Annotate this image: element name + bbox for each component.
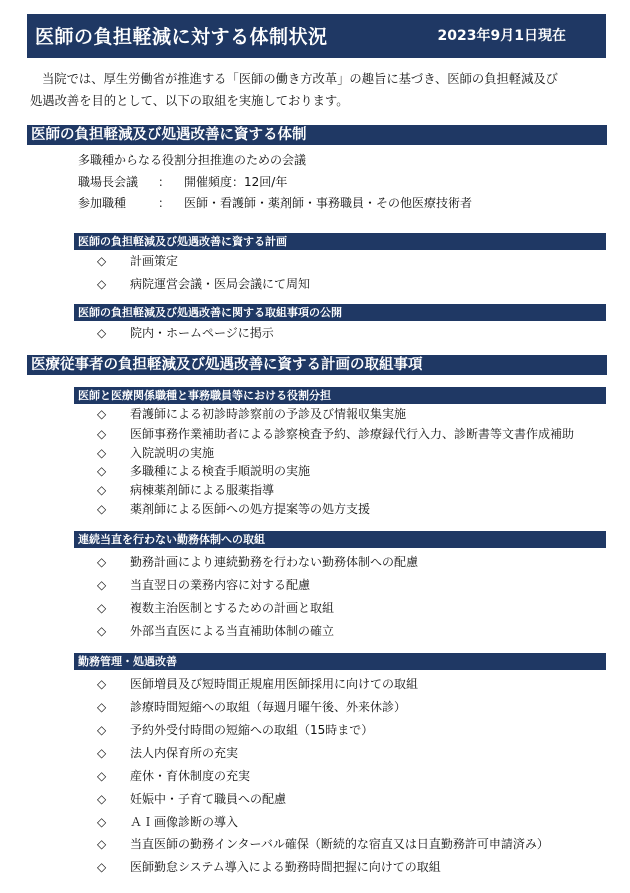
subheading-consecutive-duty: 連続当直を行わない勤務体制への取組: [74, 531, 606, 548]
members-list: 医師・看護師・薬剤師・事務職員・その他医療技術者: [184, 196, 473, 210]
meeting-colon: ：: [158, 175, 171, 189]
subheading-role-sharing: 医師と医療関係職種と事務職員等における役割分担: [74, 387, 606, 404]
list-item: ◇ ＡＩ画像診断の導入: [97, 815, 239, 829]
list-item: ◇ 看護師による初診時診察前の予診及び情報収集実施: [97, 407, 407, 421]
list-item: ◇ 薬剤師による医師への処方提案等の処方支援: [97, 502, 371, 516]
section-heading-plan-items: 医療従事者の負担軽減及び処遇改善に資する計画の取組事項: [27, 355, 607, 375]
diamond-bullet-icon: ◇: [97, 624, 107, 638]
members-label: 参加職種: [78, 196, 127, 210]
list-item: ◇ 複数主治医制とするための計画と取組: [97, 601, 335, 615]
list-item: ◇ 当直翌日の業務内容に対する配慮: [97, 578, 311, 592]
list-item: ◇ 医師事務作業補助者による診察検査予約、診療録代行入力、診断書等文書作成補助: [97, 427, 575, 441]
list-item: ◇ 産休・育休制度の充実: [97, 769, 251, 783]
diamond-bullet-icon: ◇: [97, 700, 107, 714]
title-bar: [27, 14, 606, 58]
diamond-bullet-icon: ◇: [97, 427, 107, 441]
list-item: ◇ 医師増員及び短時間正規雇用医師採用に向けての取組: [97, 677, 419, 691]
list-item: ◇ 診療時間短縮への取組（毎週月曜午後、外来休診）: [97, 700, 407, 714]
list-item: ◇ 外部当直医による当直補助体制の確立: [97, 624, 335, 638]
subheading-work-management: 勤務管理・処遇改善: [74, 653, 606, 670]
list-item: ◇ 院内・ホームページに掲示: [97, 326, 274, 340]
list-item: ◇ 当直医師の勤務インターバル確保（断続的な宿直又は日直勤務許可申請済み）: [97, 837, 549, 851]
diamond-bullet-icon: ◇: [97, 407, 107, 421]
list-item: ◇ 妊娠中・子育て職員への配慮: [97, 792, 287, 806]
meeting-label: 職場長会議: [78, 175, 139, 189]
page-title: 医師の負担軽減に対する体制状況: [35, 26, 328, 48]
committee-name: 多職種からなる役割分担推進のための会議: [78, 153, 307, 167]
meeting-frequency: 開催頻度：12回/年: [184, 175, 288, 189]
diamond-bullet-icon: ◇: [97, 277, 107, 291]
diamond-bullet-icon: ◇: [97, 326, 107, 340]
diamond-bullet-icon: ◇: [97, 860, 107, 874]
diamond-bullet-icon: ◇: [97, 837, 107, 851]
list-item: ◇ 計画策定: [97, 254, 179, 268]
diamond-bullet-icon: ◇: [97, 792, 107, 806]
diamond-bullet-icon: ◇: [97, 254, 107, 268]
list-item: ◇ 予約外受付時間の短縮への取組（15時まで）: [97, 723, 374, 737]
subheading-plan: 医師の負担軽減及び処遇改善に資する計画: [74, 233, 606, 250]
diamond-bullet-icon: ◇: [97, 746, 107, 760]
list-item: ◇ 法人内保育所の充実: [97, 746, 239, 760]
diamond-bullet-icon: ◇: [97, 502, 107, 516]
list-item: ◇ 医師勤怠システム導入による勤務時間把握に向けての取組: [97, 860, 441, 874]
list-item: ◇ 病棟薬剤師による服薬指導: [97, 483, 275, 497]
intro-line-1: 当院では、厚生労働省が推進する「医師の働き方改革」の趣旨に基づき、医師の負担軽減及び: [42, 72, 558, 86]
diamond-bullet-icon: ◇: [97, 769, 107, 783]
diamond-bullet-icon: ◇: [97, 723, 107, 737]
list-item: ◇ 勤務計画により連続勤務を行わない勤務体制への配慮: [97, 555, 419, 569]
diamond-bullet-icon: ◇: [97, 555, 107, 569]
diamond-bullet-icon: ◇: [97, 677, 107, 691]
list-item: ◇ 多職種による検査手順説明の実施: [97, 464, 311, 478]
diamond-bullet-icon: ◇: [97, 815, 107, 829]
as-of-date: 2023年9月1日現在: [437, 28, 566, 44]
intro-paragraph: [30, 68, 605, 112]
subheading-disclosure: 医師の負担軽減及び処遇改善に関する取組事項の公開: [74, 304, 606, 321]
diamond-bullet-icon: ◇: [97, 446, 107, 460]
section-heading-structure: 医師の負担軽減及び処遇改善に資する体制: [27, 125, 607, 145]
members-colon: ：: [158, 196, 171, 210]
diamond-bullet-icon: ◇: [97, 601, 107, 615]
list-item: ◇ 病院運営会議・医局会議にて周知: [97, 277, 311, 291]
intro-line-2: 処遇改善を目的として、以下の取組を実施しております。: [30, 94, 349, 108]
diamond-bullet-icon: ◇: [97, 578, 107, 592]
diamond-bullet-icon: ◇: [97, 464, 107, 478]
list-item: ◇ 入院説明の実施: [97, 446, 215, 460]
diamond-bullet-icon: ◇: [97, 483, 107, 497]
